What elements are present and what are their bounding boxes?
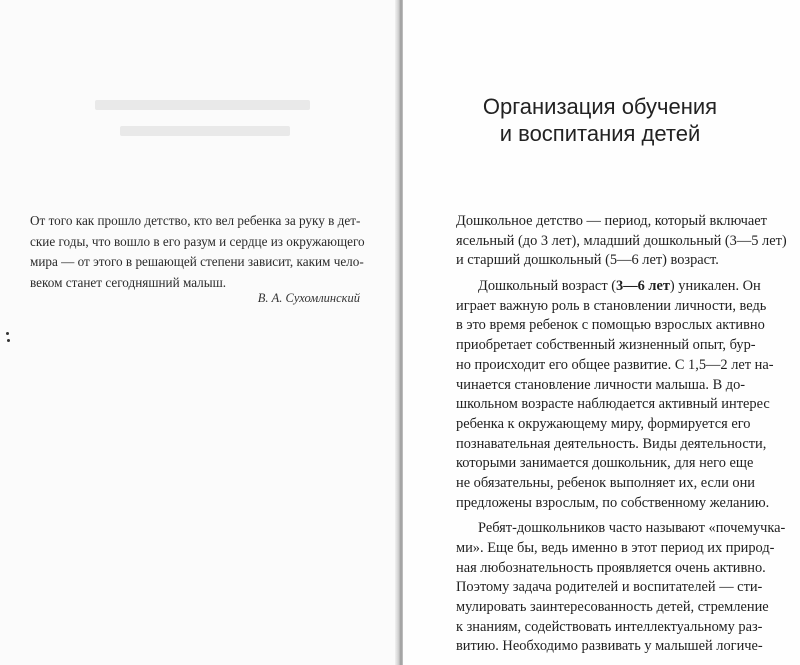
chapter-title-line: Организация обучения bbox=[482, 94, 718, 119]
paragraph-line: не обязательны, ребенок выполняет их, если они bbox=[456, 474, 755, 491]
epigraph-author: В. А. Сухомлинский bbox=[257, 291, 360, 305]
paragraph-line: предложены взрослым, по собственному желанию. bbox=[456, 494, 770, 511]
paragraph-line: Поэтому задача родителей и воспитателей — сти- bbox=[456, 579, 763, 596]
paragraph-line: познавательная деятельность. Виды деятельности, bbox=[456, 435, 767, 452]
paragraph-line: к знаниям, содействовать интеллектуальному раз- bbox=[456, 618, 763, 635]
margin-mark-icon bbox=[6, 332, 10, 346]
paragraph-line: ная любознательность проявляется очень активно. bbox=[456, 559, 766, 576]
paragraph-line: которыми занимается дошкольник, для него еще bbox=[456, 455, 754, 472]
epigraph bbox=[30, 211, 365, 293]
bleed-through-line bbox=[120, 126, 290, 136]
paragraph-line: чинается становление личности малыша. В до- bbox=[456, 376, 746, 393]
chapter-title bbox=[440, 93, 760, 147]
text-run: ) уникален. Он bbox=[669, 278, 761, 295]
paragraph-line: школьном возрасте наблюдается активный интерес bbox=[456, 396, 770, 413]
paragraph-line: ми». Еще бы, ведь именно в этот период их природ- bbox=[456, 540, 775, 556]
text-run: Дошкольный возраст ( bbox=[478, 278, 616, 295]
age-range-bold: 3—6 лет bbox=[616, 278, 670, 295]
chapter-body bbox=[456, 212, 787, 657]
paragraph-line: играет важную роль в становлении личности, ведь bbox=[456, 297, 767, 314]
paragraph-line: витию. Необходимо развивать у малышей логиче- bbox=[456, 638, 763, 655]
epigraph-line: ские годы, что вошло в его разум и сердце из окружающего bbox=[30, 233, 365, 249]
bleed-through-title bbox=[95, 96, 315, 146]
bleed-through-line bbox=[95, 100, 310, 110]
paragraph-line: мулировать заинтересованность детей, стремление bbox=[456, 599, 769, 616]
chapter-title-line: и воспитания детей bbox=[499, 121, 701, 146]
paragraph-line: ясельный (до 3 лет), младший дошкольный (3—5 лет) bbox=[456, 232, 787, 249]
paragraph-line: в это время ребенок с помощью взрослых активно bbox=[456, 317, 765, 334]
paragraph-line: и старший дошкольный (5—6 лет) возраст. bbox=[456, 252, 719, 269]
paragraph-first-line: Ребят-дошкольников часто называют «почемучка- bbox=[478, 520, 786, 537]
epigraph-line: От того как прошло детство, кто вел ребенка за руку в дет- bbox=[30, 213, 361, 228]
paragraph-line: Дошкольное детство — период, который включает bbox=[456, 213, 767, 229]
paragraph-line: приобретает собственный жизненный опыт, бур- bbox=[456, 337, 756, 354]
left-page bbox=[0, 0, 397, 665]
paragraph-line: ребенка к окружающему миру, формируется его bbox=[456, 415, 751, 432]
epigraph-line: мира — от этого в решающей степени зависит, каким чело- bbox=[30, 254, 364, 269]
paragraph-line: но происходит его общее развитие. С 1,5—2 лет на- bbox=[456, 356, 774, 373]
epigraph-line: веком станет сегодняшний малыш. bbox=[30, 274, 227, 290]
paragraph-first-line bbox=[456, 277, 774, 297]
